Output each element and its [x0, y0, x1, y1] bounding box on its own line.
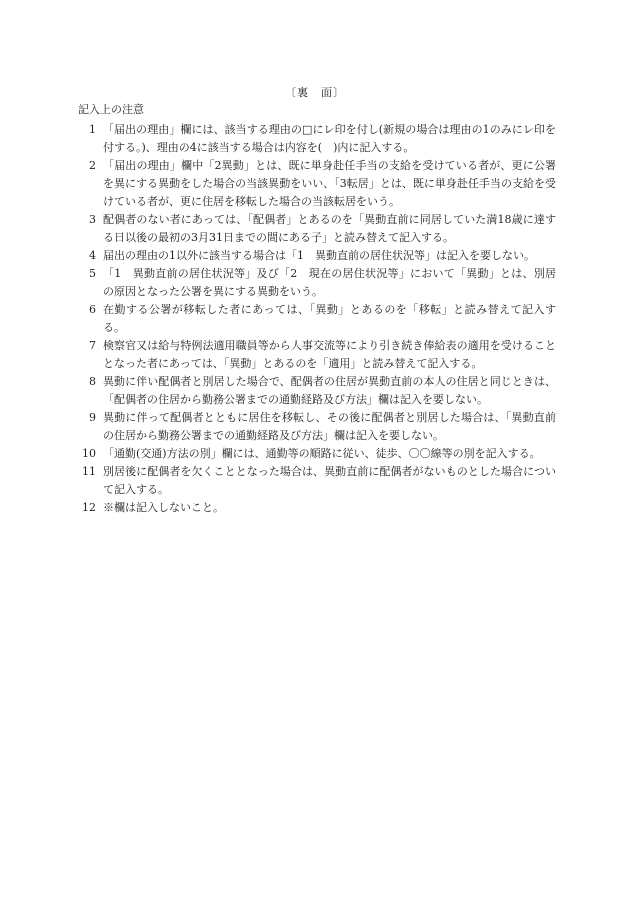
- note-number: 9: [89, 411, 96, 424]
- note-text: 届出の理由の1以外に該当する場合は「1 異動直前の居住状況等」は記入を要しない。: [103, 249, 535, 262]
- note-item: [80, 409, 556, 445]
- note-text: 配偶者のない者にあっては、「配偶者」とあるのを「異動直前に同居していた満18歳に達する日以後の最初の3月31日までの間にある子」と読み替えて記入する。: [103, 213, 556, 244]
- note-item: [80, 121, 556, 157]
- note-text: 在勤する公署が移転した者にあっては、「異動」とあるのを「移転」と読み替えて記入する。: [103, 303, 556, 334]
- note-number: 1: [89, 123, 96, 136]
- note-text: 「通勤(交通)方法の別」欄には、通勤等の順路に従い、徒歩、〇〇線等の別を記入する。: [103, 447, 541, 460]
- note-item: [80, 499, 556, 517]
- note-text: 「1 異動直前の居住状況等」及び「2 現在の居住状況等」において「異動」とは、別居の原因となった公署を異にする異動をいう。: [103, 267, 556, 298]
- note-text: 「届出の理由」欄中「2異動」とは、既に単身赴任手当の支給を受けている者が、更に公署を異にする異動をした場合の当該異動をいい、「3転居」とは、既に単身赴任手当の支給を受けている者が、更に住居を移転した場合の当該転居をいう。: [103, 159, 556, 208]
- note-item: [80, 301, 556, 337]
- note-text: 異動に伴い配偶者と別居した場合で、配偶者の住居が異動直前の本人の住居と同じときは、「配偶者の住居から勤務公署までの通勤経路及び方法」欄は記入を要しない。: [103, 375, 556, 406]
- note-number: 10: [82, 447, 96, 460]
- note-item: [80, 373, 556, 409]
- note-number: 3: [89, 213, 96, 226]
- note-item: [80, 157, 556, 211]
- note-text: 異動に伴って配偶者とともに居住を移転し、その後に配偶者と別居した場合は、「異動直前の住居から勤務公署までの通勤経路及び方法」欄は記入を要しない。: [103, 411, 556, 442]
- note-item: [80, 265, 556, 301]
- note-text: 「届出の理由」欄には、該当する理由の□にレ印を付し(新規の場合は理由の1のみにレ印を付する。)、理由の4に該当する場合は内容を( )内に記入する。: [103, 123, 556, 154]
- notes-list: [80, 121, 556, 517]
- section-title: 記入上の注意: [78, 103, 144, 116]
- note-text: 別居後に配偶者を欠くこととなった場合は、異動直前に配偶者がないものとした場合について記入する。: [103, 465, 556, 496]
- note-number: 4: [89, 249, 96, 262]
- note-number: 7: [89, 339, 96, 352]
- note-number: 5: [89, 267, 96, 280]
- note-number: 8: [89, 375, 96, 388]
- note-number: 11: [82, 465, 96, 478]
- note-number: 12: [82, 501, 96, 514]
- note-text: ※欄は記入しないこと。: [103, 501, 224, 514]
- note-item: [80, 211, 556, 247]
- note-number: 6: [89, 303, 96, 316]
- note-text: 検察官又は給与特例法適用職員等から人事交流等により引き続き俸給表の適用を受けることとなった者にあっては、「異動」とあるのを「適用」と読み替えて記入する。: [103, 339, 556, 370]
- note-item: [80, 337, 556, 373]
- note-item: [80, 445, 556, 463]
- note-number: 2: [89, 159, 96, 172]
- note-item: [80, 463, 556, 499]
- page-heading: 〔裏 面〕: [285, 86, 345, 99]
- note-item: [80, 247, 556, 265]
